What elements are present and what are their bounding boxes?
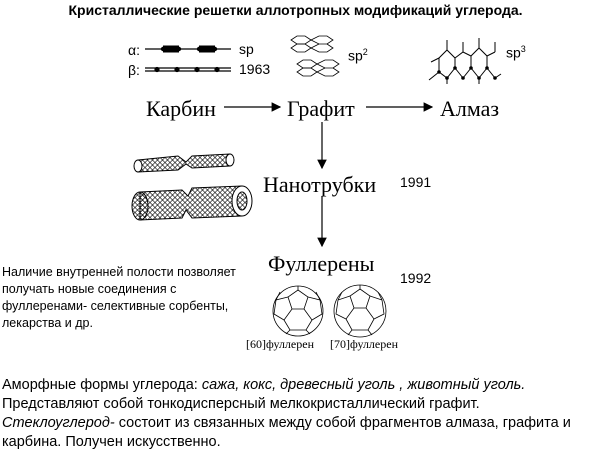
note-line: Наличие внутренней полости позволяет [2,265,236,279]
carbyne-name: Карбин [146,96,216,121]
alpha-label: α: [128,42,140,58]
diamond-sp-label: $sp^3$ [506,44,526,61]
note-line: получать новые соединения с [2,282,177,296]
c60-label: [60]фуллерен [246,337,314,351]
beta-label: β: [128,62,140,78]
carbyne-year: 1963 [239,61,271,77]
amorphous-line-2: Представляют собой тонкодисперсный мелкокристаллический графит. [2,396,480,412]
note-line: фуллеренами- селективные сорбенты, [2,299,229,313]
fullerenes-name: Фуллерены [268,251,375,276]
page-title: Кристаллические решетки аллотропных модификаций углерода. [68,2,523,18]
nanotubes-name: Нанотрубки [263,172,377,197]
amorphous-line-3: Стеклоуглерод- состоит из связанных между собой фрагментов алмаза, графита и [2,415,571,431]
note-line: лекарства и др. [2,316,93,330]
fullerene-molecules-image [262,282,402,340]
nanotubes-year: 1991 [400,174,432,190]
fullerenes-year: 1992 [400,270,432,286]
carbyne-sp-label: sp [239,41,254,57]
amorphous-line-1: Аморфные формы углерода: сажа, кокс, древесный уголь , животный уголь. [2,377,526,393]
graphite-sp-label: $sp^2$ [348,47,368,64]
nanotube-image [130,150,260,228]
diamond-name: Алмаз [440,96,500,121]
c70-label: [70]фуллерен [330,337,398,351]
amorphous-line-4: карбина. Получен искусственно. [2,434,221,450]
amorphous-carbon-text [2,376,591,452]
graphite-name: Графит [287,96,355,121]
fullerenes-note [2,264,257,332]
